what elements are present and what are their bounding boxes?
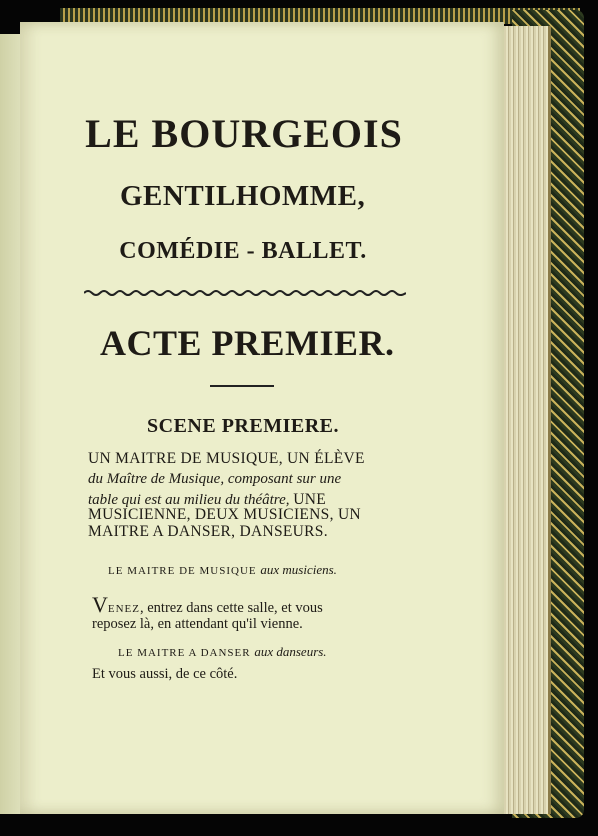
- speaker-2-direction: aux danseurs.: [254, 644, 327, 659]
- speech-1-line-2: reposez là, en attendant qu'il vienne.: [92, 616, 303, 632]
- cast-line-3-caps: UNE: [293, 491, 327, 508]
- speech-1-line-1-rest: , entrez dans cette salle, et vous: [140, 600, 323, 616]
- act-heading: ACTE PREMIER.: [100, 323, 395, 363]
- small-caps-word: ENEZ: [107, 603, 140, 615]
- scene-heading: SCENE PREMIERE.: [147, 415, 339, 437]
- cast-line-3-italic: table qui est au milieu du théâtre,: [88, 492, 290, 508]
- cast-line-4: MUSICIENNE, DEUX MUSICIENS, UN: [88, 506, 361, 523]
- wavy-rule-ornament: [84, 288, 406, 298]
- cast-line-1: UN MAITRE DE MUSIQUE, UN ÉLÈVE: [88, 450, 365, 467]
- speaker-1-name: LE MAITRE DE MUSIQUE: [108, 565, 257, 577]
- speech-2-line-1: Et vous aussi, de ce côté.: [92, 666, 238, 682]
- speaker-2: [118, 644, 327, 660]
- title-line-3: COMÉDIE - BALLET.: [119, 238, 367, 264]
- speaker-1: [108, 562, 337, 578]
- speaker-1-direction: aux musiciens.: [260, 562, 337, 577]
- drop-letter: V: [92, 592, 108, 617]
- right-page: [20, 22, 504, 814]
- cast-line-5: MAITRE A DANSER, DANSEURS.: [88, 523, 328, 540]
- title-line-2: GENTILHOMME,: [120, 180, 366, 212]
- page-stack-edge: [496, 26, 551, 814]
- title-line-1: LE BOURGEOIS: [85, 111, 403, 156]
- cast-line-2: du Maître de Musique, composant sur une: [88, 471, 342, 487]
- speech-1-line-1: [92, 592, 323, 618]
- speaker-2-name: LE MAITRE A DANSER: [118, 647, 251, 659]
- short-rule: [210, 385, 274, 387]
